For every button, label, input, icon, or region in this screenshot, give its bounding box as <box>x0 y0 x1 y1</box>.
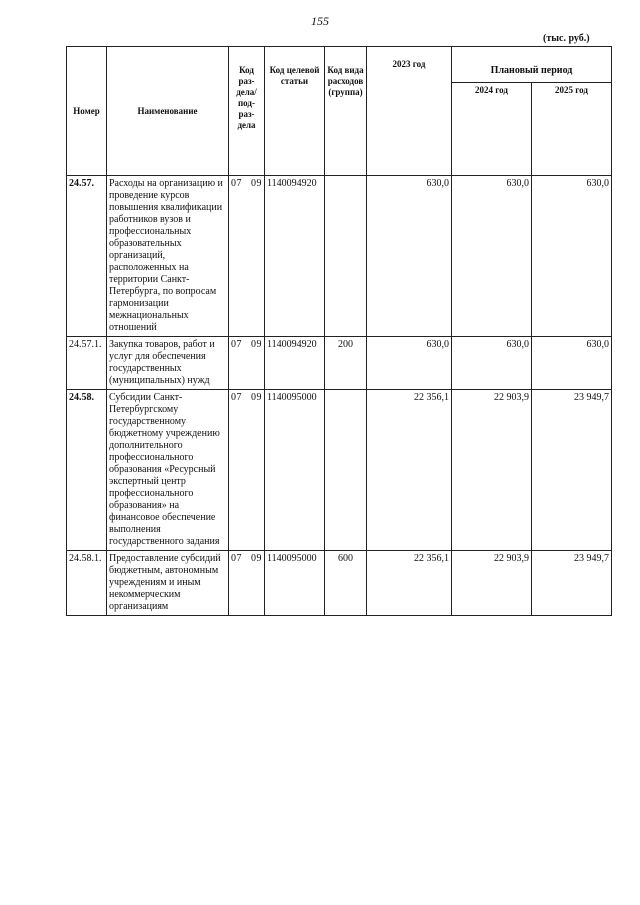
table-row <box>67 551 612 616</box>
row-2023: 630,0 <box>367 337 452 390</box>
header-expense-type: Код вида расходов (группа) <box>325 47 367 176</box>
header-section: Код раз-дела/ под-раз-дела <box>229 47 265 176</box>
units-label: (тыс. руб.) <box>543 33 590 44</box>
page-number: 155 <box>311 14 329 28</box>
row-2025: 23 949,7 <box>532 551 612 616</box>
row-number: 24.57. <box>67 176 107 337</box>
row-section <box>229 551 265 616</box>
row-name: Закупка товаров, работ и услуг для обеспечения государственных (муниципальных) нужд <box>107 337 229 390</box>
table-row <box>67 176 612 337</box>
row-section-code: 07 <box>231 553 242 564</box>
header-article: Код целевой статьи <box>265 47 325 176</box>
row-2024: 630,0 <box>452 176 532 337</box>
row-subsection-code: 09 <box>251 339 262 350</box>
row-section <box>229 337 265 390</box>
table-row <box>67 390 612 551</box>
row-2023: 22 356,1 <box>367 551 452 616</box>
row-2025: 630,0 <box>532 337 612 390</box>
row-name: Расходы на организацию и проведение курсов повышения квалификации работников вузов и профессиональных образовательных организаций, расположенных на территории Санкт-Петербурга, по вопросам гармонизации межнациональных отношений <box>107 176 229 337</box>
header-planned-period: Плановый период <box>452 47 612 83</box>
row-section-code: 07 <box>231 178 242 189</box>
row-subsection-code: 09 <box>251 392 262 403</box>
row-number: 24.58.1. <box>67 551 107 616</box>
row-2024: 22 903,9 <box>452 390 532 551</box>
row-section-code: 07 <box>231 339 242 350</box>
row-section <box>229 176 265 337</box>
header-2025: 2025 год <box>532 83 612 176</box>
row-2023: 22 356,1 <box>367 390 452 551</box>
row-name: Предоставление субсидий бюджетным, автономным учреждениям и иным некоммерческим организациям <box>107 551 229 616</box>
row-expense-type <box>325 176 367 337</box>
row-2024: 22 903,9 <box>452 551 532 616</box>
table-row <box>67 337 612 390</box>
header-name: Наименование <box>107 47 229 176</box>
header-2024: 2024 год <box>452 83 532 176</box>
row-expense-type: 600 <box>325 551 367 616</box>
row-article: 1140094920 <box>265 176 325 337</box>
row-number: 24.58. <box>67 390 107 551</box>
row-2023: 630,0 <box>367 176 452 337</box>
row-2025: 23 949,7 <box>532 390 612 551</box>
row-article: 1140095000 <box>265 551 325 616</box>
header-2023: 2023 год <box>367 47 452 176</box>
row-name: Субсидии Санкт-Петербургскому государственному бюджетному учреждению дополнительного профессионального образования «Ресурсный экспертный центр профессионального образования» на финансовое обеспечение выполнения государственного задания <box>107 390 229 551</box>
row-number: 24.57.1. <box>67 337 107 390</box>
row-section <box>229 390 265 551</box>
row-expense-type <box>325 390 367 551</box>
row-subsection-code: 09 <box>251 178 262 189</box>
row-article: 1140095000 <box>265 390 325 551</box>
header-number: Номер <box>67 47 107 176</box>
budget-table <box>66 46 612 616</box>
row-subsection-code: 09 <box>251 553 262 564</box>
row-2024: 630,0 <box>452 337 532 390</box>
row-section-code: 07 <box>231 392 242 403</box>
header-row <box>67 47 612 83</box>
row-article: 1140094920 <box>265 337 325 390</box>
row-expense-type: 200 <box>325 337 367 390</box>
row-2025: 630,0 <box>532 176 612 337</box>
